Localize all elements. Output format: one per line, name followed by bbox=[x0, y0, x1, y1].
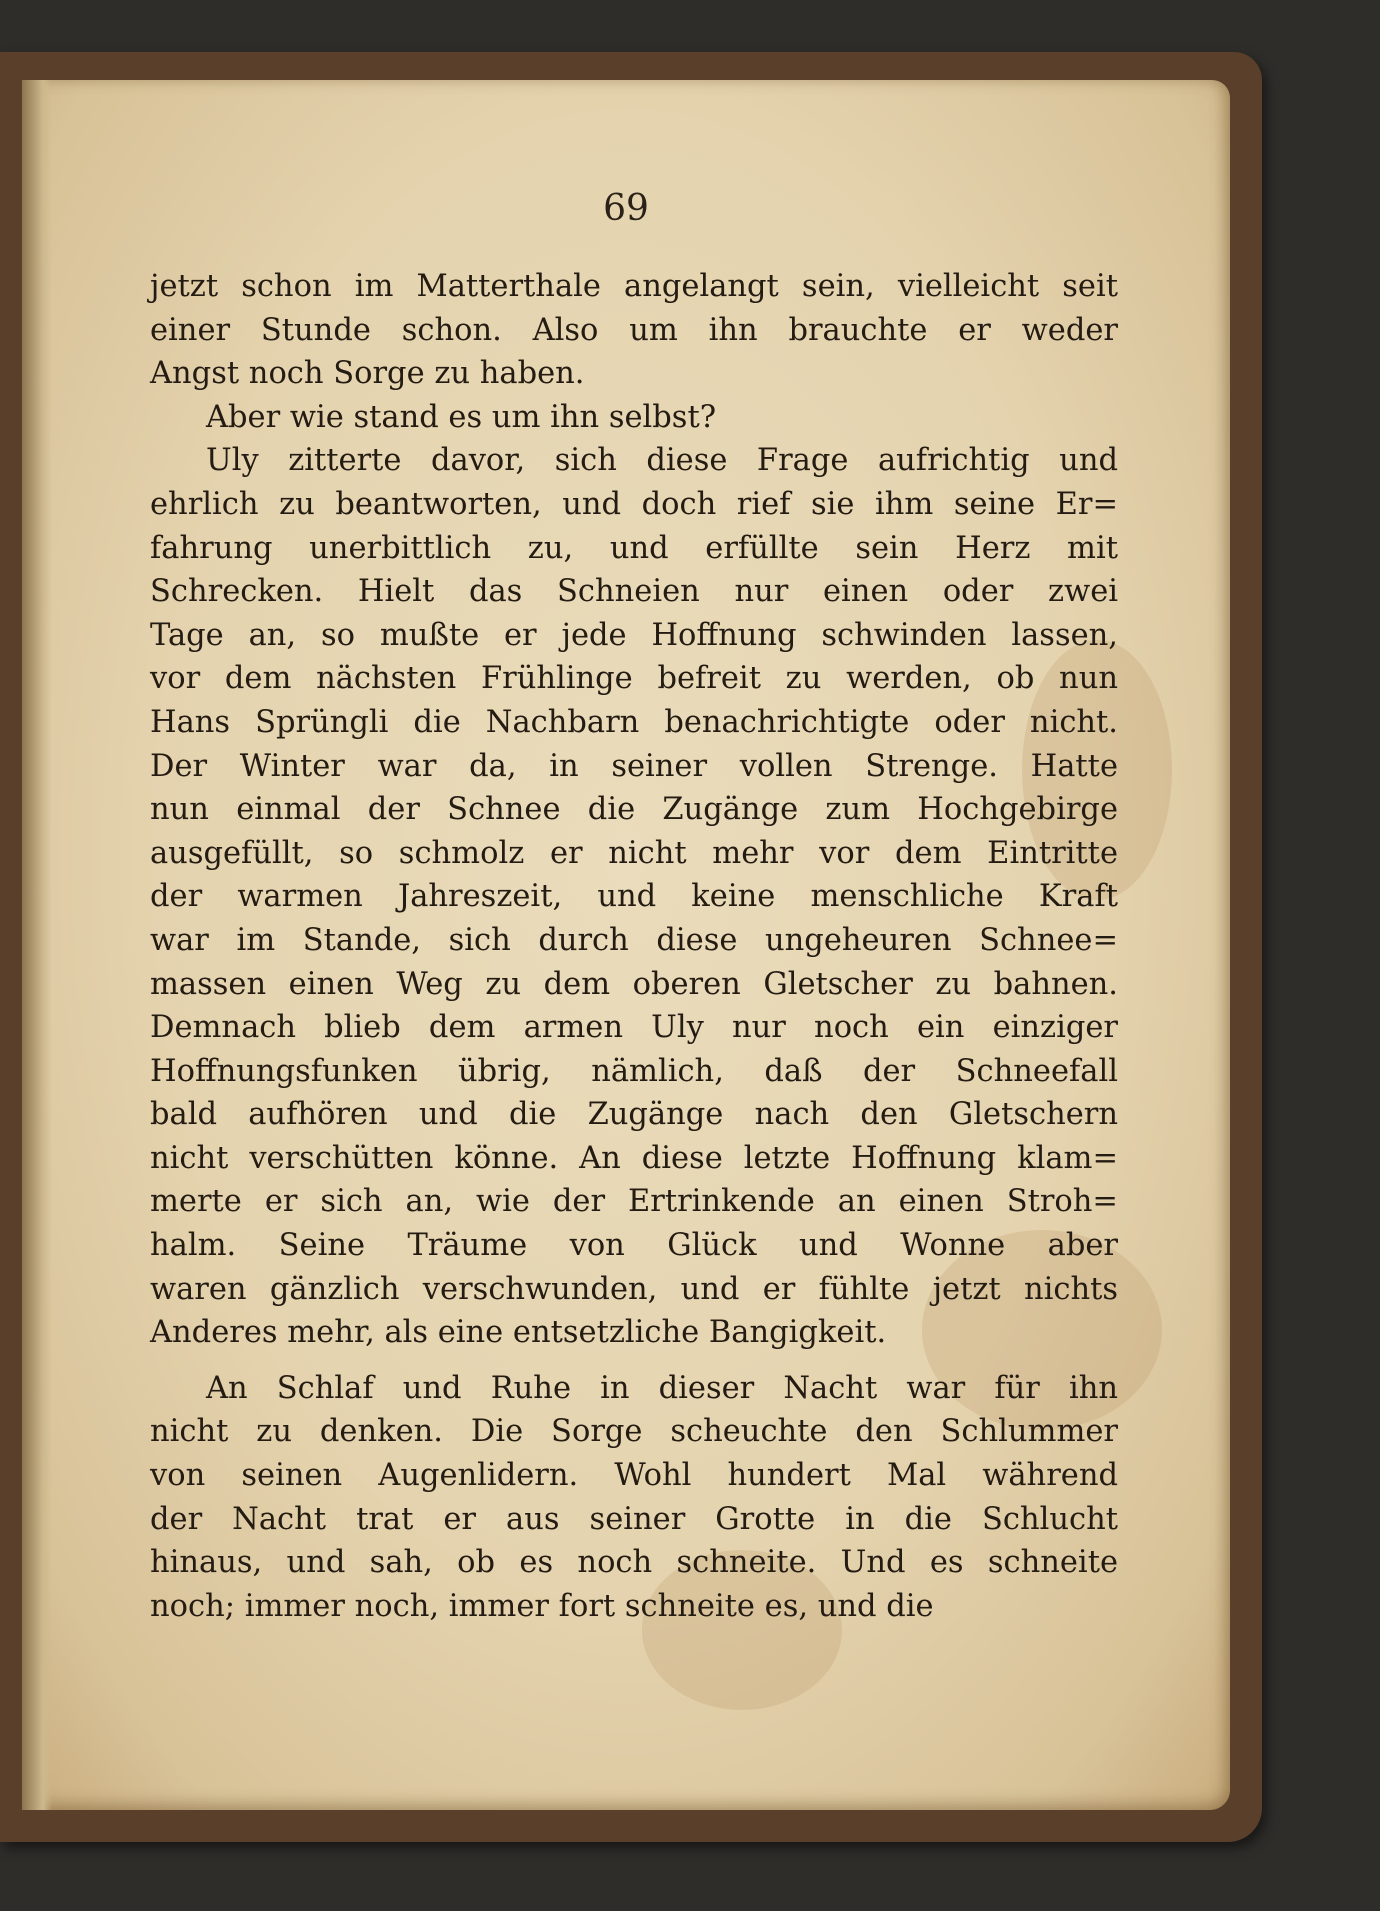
text-line: noch; immer noch, immer fort schneite es, und die bbox=[150, 1588, 934, 1624]
text-line: hinaus, und sah, ob es noch schneite. Und es schneite bbox=[150, 1545, 1118, 1581]
text-line: bald aufhören und die Zugänge nach den Gletschern bbox=[150, 1097, 1118, 1133]
text-line: nun einmal der Schnee die Zugänge zum Hochgebirge bbox=[150, 792, 1118, 828]
text-line: war im Stande, sich durch diese ungeheuren Schnee= bbox=[150, 922, 1118, 958]
text-line: Der Winter war da, in seiner vollen Strenge. Hatte bbox=[150, 748, 1118, 784]
text-line: massen einen Weg zu dem oberen Gletscher zu bahnen. bbox=[150, 966, 1118, 1002]
text-line: Uly zitterte davor, sich diese Frage aufrichtig und bbox=[206, 443, 1118, 479]
text-line: jetzt schon im Matterthale angelangt sein, vielleicht seit bbox=[150, 269, 1118, 304]
text-line: Tage an, so mußte er jede Hoffnung schwinden lassen, bbox=[150, 617, 1118, 653]
text-line: ehrlich zu beantworten, und doch rief sie ihm seine Er= bbox=[150, 486, 1118, 522]
text-line: Demnach blieb dem armen Uly nur noch ein einziger bbox=[150, 1010, 1118, 1046]
text-line: der Nacht trat er aus seiner Grotte in die Schlucht bbox=[150, 1501, 1118, 1537]
text-line: Anderes mehr, als eine entsetzliche Bangigkeit. bbox=[150, 1315, 887, 1351]
text-line: vor dem nächsten Frühlinge befreit zu werden, ob nun bbox=[150, 661, 1118, 697]
text-line: Angst noch Sorge zu haben. bbox=[150, 356, 585, 392]
text-line: fahrung unerbittlich zu, und erfüllte sein Herz mit bbox=[150, 530, 1118, 566]
page-number: 69 bbox=[603, 188, 649, 229]
text-line: ausgefüllt, so schmolz er nicht mehr vor dem Eintritte bbox=[150, 835, 1118, 871]
text-line: der warmen Jahreszeit, und keine menschliche Kraft bbox=[150, 879, 1118, 915]
text-line: Hans Sprüngli die Nachbarn benachrichtigte oder nicht. bbox=[150, 704, 1118, 740]
text-line: nicht zu denken. Die Sorge scheuchte den Schlummer bbox=[150, 1414, 1118, 1450]
text-line: halm. Seine Träume von Glück und Wonne aber bbox=[150, 1228, 1118, 1264]
text-line: merte er sich an, wie der Ertrinkende an einen Stroh= bbox=[150, 1184, 1118, 1220]
text-line: nicht verschütten könne. An diese letzte Hoffnung klam= bbox=[150, 1140, 1118, 1176]
text-line: Hoffnungsfunken übrig, nämlich, daß der Schneefall bbox=[150, 1053, 1118, 1089]
text-line: Schrecken. Hielt das Schneien nur einen oder zwei bbox=[150, 574, 1118, 610]
text-line: einer Stunde schon. Also um ihn brauchte er weder bbox=[150, 312, 1118, 348]
paragraph-gap bbox=[150, 1355, 1118, 1367]
text-line: An Schlaf und Ruhe in dieser Nacht war für ihn bbox=[206, 1370, 1118, 1406]
page-gutter bbox=[22, 80, 52, 1810]
page-sheet bbox=[22, 80, 1230, 1810]
text-line: Aber wie stand es um ihn selbst? bbox=[206, 399, 717, 435]
text-line: waren gänzlich verschwunden, und er fühlte jetzt nichts bbox=[150, 1271, 1118, 1307]
text-line: von seinen Augenlidern. Wohl hundert Mal während bbox=[150, 1458, 1118, 1494]
body-text bbox=[150, 265, 1118, 1628]
